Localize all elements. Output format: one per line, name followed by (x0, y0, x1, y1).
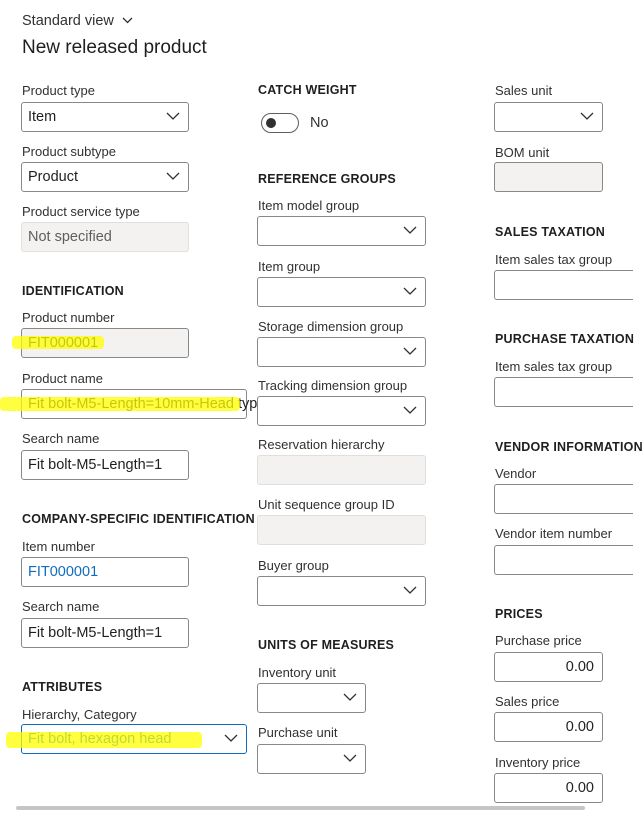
sales-unit-label: Sales unit (495, 83, 553, 98)
chevron-down-icon (343, 692, 357, 702)
reservation-hierarchy-label: Reservation hierarchy (258, 437, 385, 452)
highlight-mark (6, 732, 202, 748)
sales-price-value: 0.00 (565, 719, 594, 735)
view-selector-label: Standard view (22, 13, 114, 29)
item-model-group-select[interactable] (257, 216, 426, 246)
search-name-input[interactable] (21, 450, 189, 480)
vendor-label: Vendor (495, 466, 537, 481)
inventory-unit-select[interactable] (257, 683, 366, 713)
product-subtype-value: Product (28, 169, 78, 185)
inventory-unit-label: Inventory unit (258, 665, 337, 680)
chevron-down-icon (403, 346, 417, 356)
chevron-down-icon (403, 585, 417, 595)
prices-heading: PRICES (495, 607, 543, 621)
storage-dimension-label: Storage dimension group (258, 319, 404, 334)
bom-unit-label: BOM unit (495, 145, 550, 160)
highlight-mark (12, 336, 104, 349)
search-name2-input[interactable] (21, 618, 189, 648)
product-type-label: Product type (22, 83, 95, 98)
item-model-group-label: Item model group (258, 198, 360, 213)
item-group-select[interactable] (257, 277, 426, 307)
item-number-link[interactable] (21, 557, 189, 587)
item-number-value: FIT000001 (28, 564, 99, 580)
buyer-group-label: Buyer group (258, 558, 329, 573)
purchase-taxation-heading: PURCHASE TAXATION (495, 332, 635, 346)
purchase-price-input[interactable] (494, 652, 603, 682)
product-name-label: Product name (22, 371, 103, 386)
catch-weight-heading: CATCH WEIGHT (258, 83, 357, 97)
product-type-value: Item (28, 109, 57, 125)
identification-heading: IDENTIFICATION (22, 284, 124, 298)
service-type-field (21, 222, 189, 252)
inventory-price-value: 0.00 (565, 780, 594, 796)
reservation-hierarchy-field (257, 455, 426, 485)
search-name-label: Search name (22, 431, 100, 446)
page-title: New released product (22, 37, 207, 58)
sales-taxation-heading: SALES TAXATION (495, 225, 605, 239)
vendor-item-number-label: Vendor item number (495, 526, 613, 541)
horizontal-scrollbar[interactable] (16, 806, 585, 810)
inventory-price-label: Inventory price (495, 755, 581, 770)
sales-price-label: Sales price (495, 694, 560, 709)
search-name-value: Fit bolt-M5-Length=1 (28, 457, 163, 473)
chevron-down-icon (122, 12, 133, 28)
reference-groups-heading: REFERENCE GROUPS (258, 172, 396, 186)
item-group-label: Item group (258, 259, 321, 274)
buyer-group-select[interactable] (257, 576, 426, 606)
highlight-mark (0, 397, 240, 411)
sales-unit-select[interactable] (494, 102, 603, 132)
purchase-price-label: Purchase price (495, 633, 582, 648)
item-purchase-tax-label: Item sales tax group (495, 359, 613, 374)
tracking-dimension-select[interactable] (257, 396, 426, 426)
chevron-down-icon (580, 111, 594, 121)
service-type-value: Not specified (28, 229, 112, 245)
unit-sequence-label: Unit sequence group ID (258, 497, 395, 512)
item-sales-tax-label: Item sales tax group (495, 252, 613, 267)
bom-unit-field (494, 162, 603, 192)
company-identification-heading: COMPANY-SPECIFIC IDENTIFICATION (22, 512, 255, 526)
chevron-down-icon (403, 225, 417, 235)
product-subtype-select[interactable] (21, 162, 189, 192)
units-of-measures-heading: UNITS OF MEASURES (258, 638, 395, 652)
sales-price-input[interactable] (494, 712, 603, 742)
product-number-label: Product number (22, 310, 115, 325)
chevron-down-icon (403, 405, 417, 415)
item-number-label: Item number (22, 539, 95, 554)
chevron-down-icon (166, 171, 180, 181)
vendor-item-number-input[interactable] (494, 545, 633, 575)
attributes-heading: ATTRIBUTES (22, 680, 103, 694)
item-purchase-tax-input[interactable] (494, 377, 633, 407)
purchase-unit-select[interactable] (257, 744, 366, 774)
catch-weight-toggle[interactable] (261, 113, 299, 133)
chevron-down-icon (166, 111, 180, 121)
catch-weight-toggle-label: No (310, 115, 329, 131)
inventory-price-input[interactable] (494, 773, 603, 803)
chevron-down-icon (343, 753, 357, 763)
view-selector[interactable] (22, 12, 133, 29)
vendor-information-heading: VENDOR INFORMATION (495, 440, 643, 454)
chevron-down-icon (224, 733, 238, 743)
storage-dimension-select[interactable] (257, 337, 426, 367)
chevron-down-icon (403, 286, 417, 296)
search-name2-value: Fit bolt-M5-Length=1 (28, 625, 163, 641)
purchase-unit-label: Purchase unit (258, 725, 338, 740)
search-name2-label: Search name (22, 599, 100, 614)
item-sales-tax-input[interactable] (494, 270, 633, 300)
product-type-select[interactable] (21, 102, 189, 132)
unit-sequence-field (257, 515, 426, 545)
tracking-dimension-label: Tracking dimension group (258, 378, 408, 393)
vendor-input[interactable] (494, 484, 633, 514)
hierarchy-label: Hierarchy, Category (22, 707, 137, 722)
product-subtype-label: Product subtype (22, 144, 116, 159)
service-type-label: Product service type (22, 204, 140, 219)
purchase-price-value: 0.00 (565, 659, 594, 675)
